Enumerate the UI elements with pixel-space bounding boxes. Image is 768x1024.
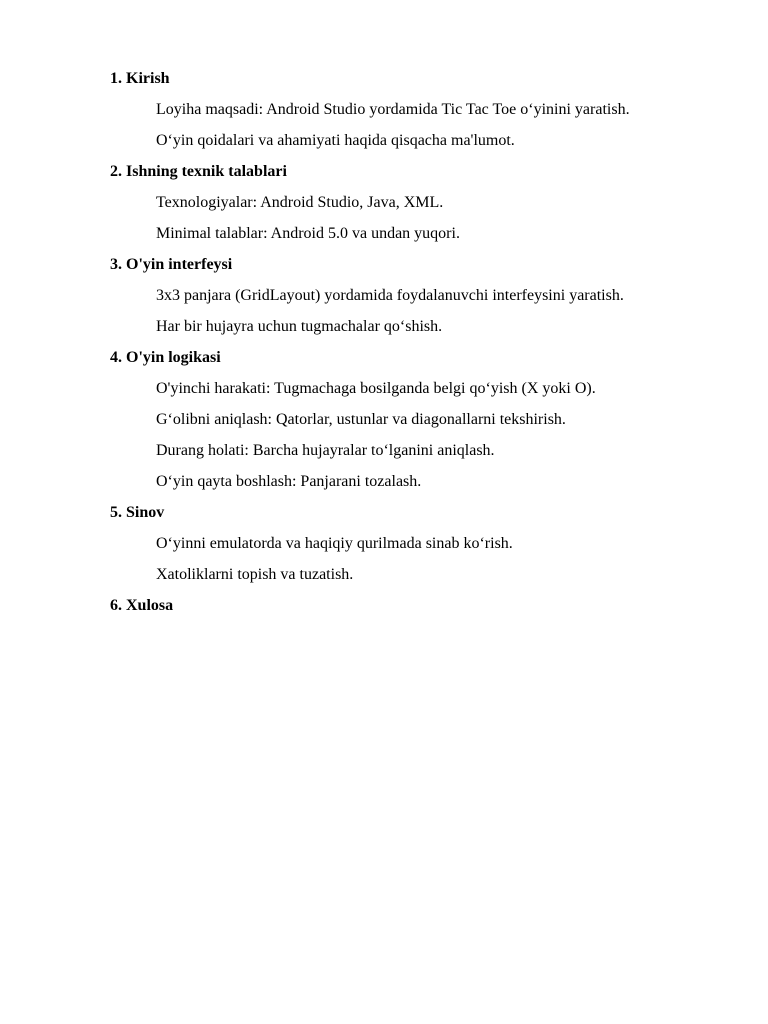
section-texnik-talablar [110, 160, 730, 246]
section-item: O'yinchi harakati: Tugmachaga bosilganda belgi qo‘yish (X yoki O). [156, 380, 596, 397]
section-item: O‘yin qayta boshlash: Panjarani tozalash. [156, 473, 422, 490]
section-item: Minimal talablar: Android 5.0 va undan yuqori. [156, 225, 460, 242]
section-heading: 3. O'yin interfeysi [110, 256, 233, 273]
section-xulosa [110, 594, 730, 618]
section-item: O‘yin qoidalari va ahamiyati haqida qisqacha ma'lumot. [156, 132, 515, 149]
section-item: Texnologiyalar: Android Studio, Java, XML. [156, 194, 444, 211]
section-heading: 6. Xulosa [110, 597, 174, 614]
section-heading: 4. O'yin logikasi [110, 349, 221, 366]
section-item: O‘yinni emulatorda va haqiqiy qurilmada sinab ko‘rish. [156, 535, 513, 552]
outline [110, 67, 730, 625]
section-sinov [110, 501, 730, 587]
section-heading: 5. Sinov [110, 504, 165, 521]
section-item: Loyiha maqsadi: Android Studio yordamida Tic Tac Toe o‘yinini yaratish. [156, 101, 630, 118]
section-item: Xatoliklarni topish va tuzatish. [156, 566, 354, 583]
section-item: Durang holati: Barcha hujayralar to‘lganini aniqlash. [156, 442, 495, 459]
section-heading: 1. Kirish [110, 70, 170, 87]
section-item: G‘olibni aniqlash: Qatorlar, ustunlar va diagonallarni tekshirish. [156, 411, 566, 428]
section-item: Har bir hujayra uchun tugmachalar qo‘shish. [156, 318, 443, 335]
section-item: 3x3 panjara (GridLayout) yordamida foydalanuvchi interfeysini yaratish. [156, 287, 624, 304]
section-heading: 2. Ishning texnik talablari [110, 163, 287, 180]
section-oyin-interfeysi [110, 253, 730, 339]
section-kirish [110, 67, 730, 153]
section-oyin-logikasi [110, 346, 730, 494]
